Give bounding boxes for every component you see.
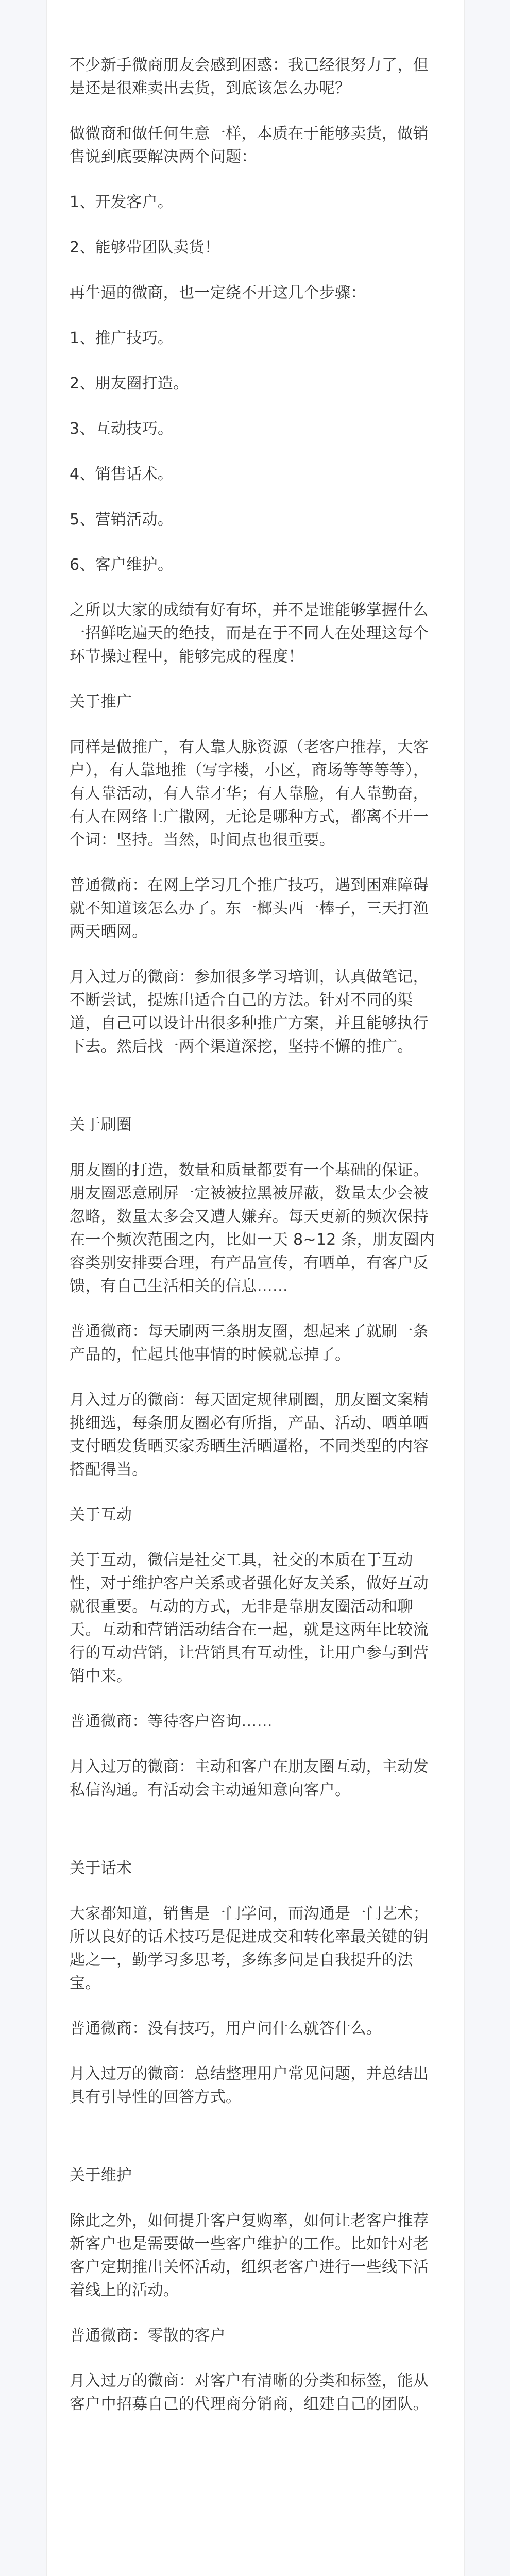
paragraph: 月入过万的微商：总结整理用户常见问题，并总结出具有引导性的回答方式。 (70, 2065, 429, 2106)
paragraph: 再牛逼的微商，也一定绕不开这几个步骤： (70, 284, 366, 302)
paragraph: 朋友圈的打造，数量和质量都要有一个基础的保证。朋友圈恶意刷屏一定被被拉黑被屏蔽，数量太少会被忽略，数量太多会又遭人嫌弃。每天更新的频次保持在一个频次范围之内，比如一天 8~12 条，朋友圈内容类别安排要合理，有产品宣传，有晒单，有客户反馈，有自己生活相关的信息…… (70, 1161, 435, 1295)
paragraph: 同样是做推广，有人靠人脉资源（老客户推荐，大客户），有人靠地推（写字楼，小区，商场等等等等），有人靠活动，有人靠才华；有人靠脸，有人靠勤奋，有人在网络上广撒网，无论是哪种方式，都离不开一个词：坚持。当然，时间点也很重要。 (70, 738, 429, 849)
paragraph: 除此之外，如何提升客户复购率，如何让老客户推荐新客户也是需要做一些客户维护的工作。比如针对老客户定期推出关怀活动，组织老客户进行一些线下活着线上的活动。 (70, 2212, 429, 2299)
article-body (47, 0, 464, 2416)
section-heading: 关于推广 (70, 693, 132, 711)
paragraph: 月入过万的微商：主动和客户在朋友圈互动，主动发私信沟通。有活动会主动通知意向客户。 (70, 1758, 429, 1799)
paragraph: 做微商和做任何生意一样，本质在于能够卖货，做销售说到底要解决两个问题： (70, 125, 429, 166)
section-spacer (70, 2131, 441, 2164)
list-item: 2、朋友圈打造。 (70, 375, 189, 393)
section-heading: 关于互动 (70, 1506, 132, 1524)
paragraph: 普通微商：在网上学习几个推广技巧，遇到困难障碍就不知道该怎么办了。东一榔头西一棒子，三天打渔两天晒网。 (70, 876, 429, 941)
section-heading: 关于话术 (70, 1859, 132, 1877)
list-item: 1、开发客户。 (70, 193, 174, 211)
paragraph: 月入过万的微商：参加很多学习培训，认真做笔记，不断尝试，提炼出适合自己的方法。针对不同的渠道，自己可以设计出很多种推广方案，并且能够执行下去。然后找一两个渠道深挖，坚持不懈的推广。 (70, 968, 429, 1056)
list-item: 2、能够带团队卖货！ (70, 239, 220, 257)
paragraph: 普通微商：每天刷两三条朋友圈，想起来了就刷一条产品的，忙起其他事情的时候就忘掉了。 (70, 1323, 429, 1364)
section-heading: 关于刷圈 (70, 1116, 132, 1134)
paragraph: 之所以大家的成绩有好有坏，并不是谁能够掌握什么一招鲜吃遍天的绝技，而是在于不同人在处理这每个环节操过程中，能够完成的程度！ (70, 601, 429, 666)
list-item: 5、营销活动。 (70, 511, 174, 529)
paragraph: 普通微商：等待客户咨询…… (70, 1713, 273, 1731)
paragraph: 普通微商：没有技巧，用户问什么就答什么。 (70, 2020, 382, 2038)
section-spacer (70, 1080, 441, 1113)
section-spacer (70, 1824, 441, 1857)
list-item: 1、推广技巧。 (70, 329, 174, 347)
paragraph: 普通微商：零散的客户 (70, 2327, 226, 2345)
paragraph: 大家都知道，销售是一门学问，而沟通是一门艺术；所以良好的话术技巧是促进成交和转化率最关键的钥匙之一，勤学习多思考，多练多问是自我提升的法宝。 (70, 1905, 429, 1992)
list-item: 3、互动技巧。 (70, 420, 174, 438)
paragraph: 不少新手微商朋友会感到困惑：我已经很努力了，但是还是很难卖出去货，到底该怎么办呢？ (70, 56, 429, 97)
paragraph: 月入过万的微商：每天固定规律刷圈，朋友圈文案精挑细选，每条朋友圈必有所指，产品、活动、晒单晒支付晒发货晒买家秀晒生活晒逼格，不同类型的内容搭配得当。 (70, 1391, 429, 1479)
section-heading: 关于维护 (70, 2166, 132, 2184)
paragraph: 关于互动，微信是社交工具，社交的本质在于互动性，对于维护客户关系或者强化好友关系，做好互动就很重要。互动的方式，无非是靠朋友圈活动和聊天。互动和营销活动结合在一起，就是这两年比较流行的互动营销，让营销具有互动性，让用户参与到营销中来。 (70, 1551, 429, 1685)
list-item: 6、客户维护。 (70, 556, 174, 574)
paragraph: 月入过万的微商：对客户有清晰的分类和标签，能从客户中招募自己的代理商分销商，组建自己的团队。 (70, 2372, 429, 2413)
article-card (46, 0, 465, 2576)
list-item: 4、销售话术。 (70, 465, 174, 483)
